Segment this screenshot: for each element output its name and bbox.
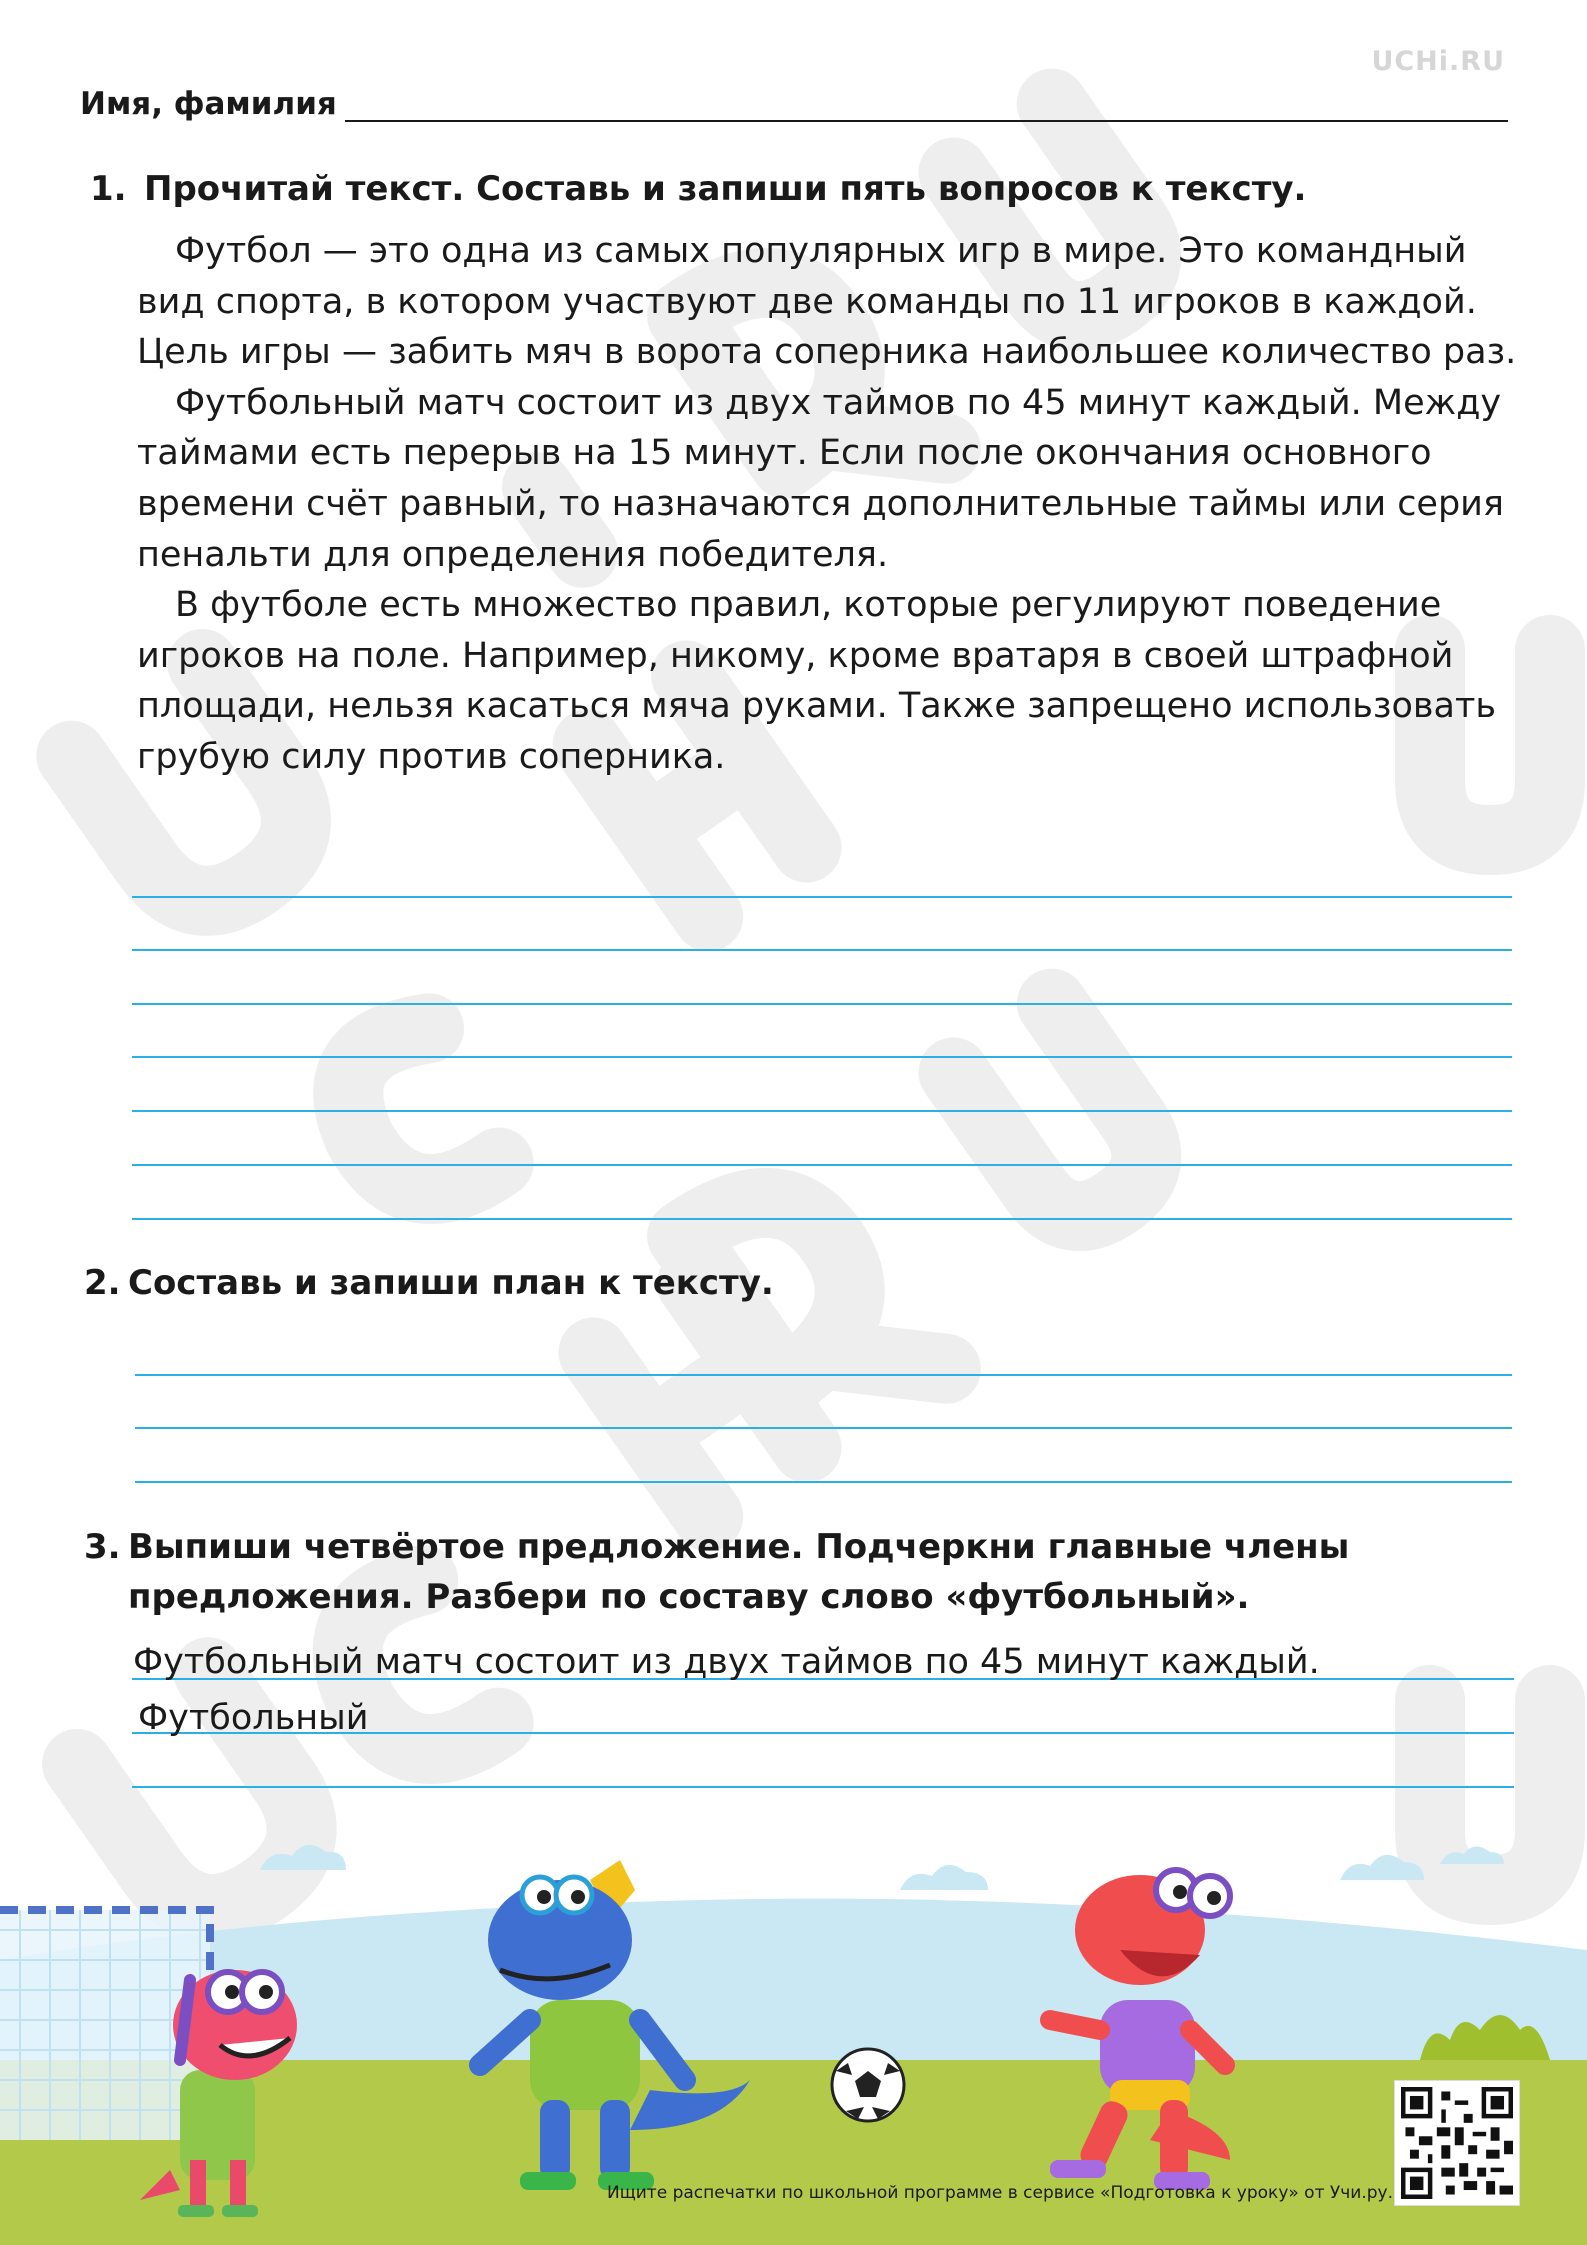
- qr-code-icon[interactable]: [1395, 2081, 1519, 2205]
- answer-line[interactable]: [132, 1056, 1512, 1058]
- answer-line[interactable]: [132, 896, 1512, 898]
- answer-line[interactable]: [132, 1164, 1512, 1166]
- task3-number: 3.: [84, 1527, 121, 1567]
- answer-line[interactable]: [135, 1481, 1512, 1483]
- task2-title: Составь и запиши план к тексту.: [128, 1263, 774, 1303]
- uchi-ru-logo: UCHi.RU: [1371, 46, 1505, 77]
- task3-heading: [84, 1522, 1504, 1622]
- answer-line[interactable]: [132, 1110, 1512, 1112]
- task2-number: 2.: [84, 1263, 121, 1303]
- answer-line[interactable]: [132, 1003, 1512, 1005]
- answer-line[interactable]: [132, 949, 1512, 951]
- soccer-ball-icon: [832, 2049, 904, 2121]
- story-text: [137, 226, 1517, 783]
- task1-title: Прочитай текст. Составь и запиши пять вопросов к тексту.: [144, 169, 1307, 209]
- task3-title-line-2: предложения. Разбери по составу слово «футбольный».: [128, 1577, 1250, 1617]
- story-paragraph-2: Футбольный матч состоит из двух таймов по 45 минут каждый. Между таймами есть перерыв на 15 минут. Если после окончания основного времени счёт равный, то назначаются дополнительные таймы или серия пенальти для определения победителя.: [137, 382, 1504, 575]
- name-label: Имя, фамилия: [80, 86, 337, 122]
- answer-line[interactable]: [132, 1786, 1514, 1788]
- task3-title: [128, 1522, 1504, 1622]
- task1-number: 1.: [90, 169, 127, 209]
- story-paragraph-1: Футбол — это одна из самых популярных игр в мире. Это командный вид спорта, в котором участвуют две команды по 11 игроков в каждой. Цель игры — забить мяч в ворота соперника наибольшее количество раз.: [137, 231, 1517, 373]
- task3-title-line-1: Выпиши четвёртое предложение. Подчеркни главные члены: [128, 1527, 1350, 1567]
- answer-line[interactable]: [132, 1218, 1512, 1220]
- task2-heading: [84, 1258, 1504, 1308]
- name-writing-line[interactable]: [345, 86, 1508, 122]
- answer-line[interactable]: [135, 1374, 1512, 1376]
- task1-heading: [90, 164, 1510, 214]
- answer-line[interactable]: [135, 1427, 1512, 1429]
- task3-answer-sentence: Футбольный матч состоит из двух таймов по 45 минут каждый.: [133, 1642, 1320, 1682]
- name-field-row: [80, 86, 1508, 122]
- footer-text: Ищите распечатки по школьной программе в сервисе «Подготовка к уроку» от Учи.ру.: [607, 2183, 1393, 2203]
- task3-answer-word: Футбольный: [138, 1698, 369, 1738]
- story-paragraph-3: В футболе есть множество правил, которые регулируют поведение игроков на поле. Например, никому, кроме вратаря в своей штрафной площади, нельзя касаться мяча руками. Также запрещено использовать грубую силу против соперника.: [137, 585, 1497, 777]
